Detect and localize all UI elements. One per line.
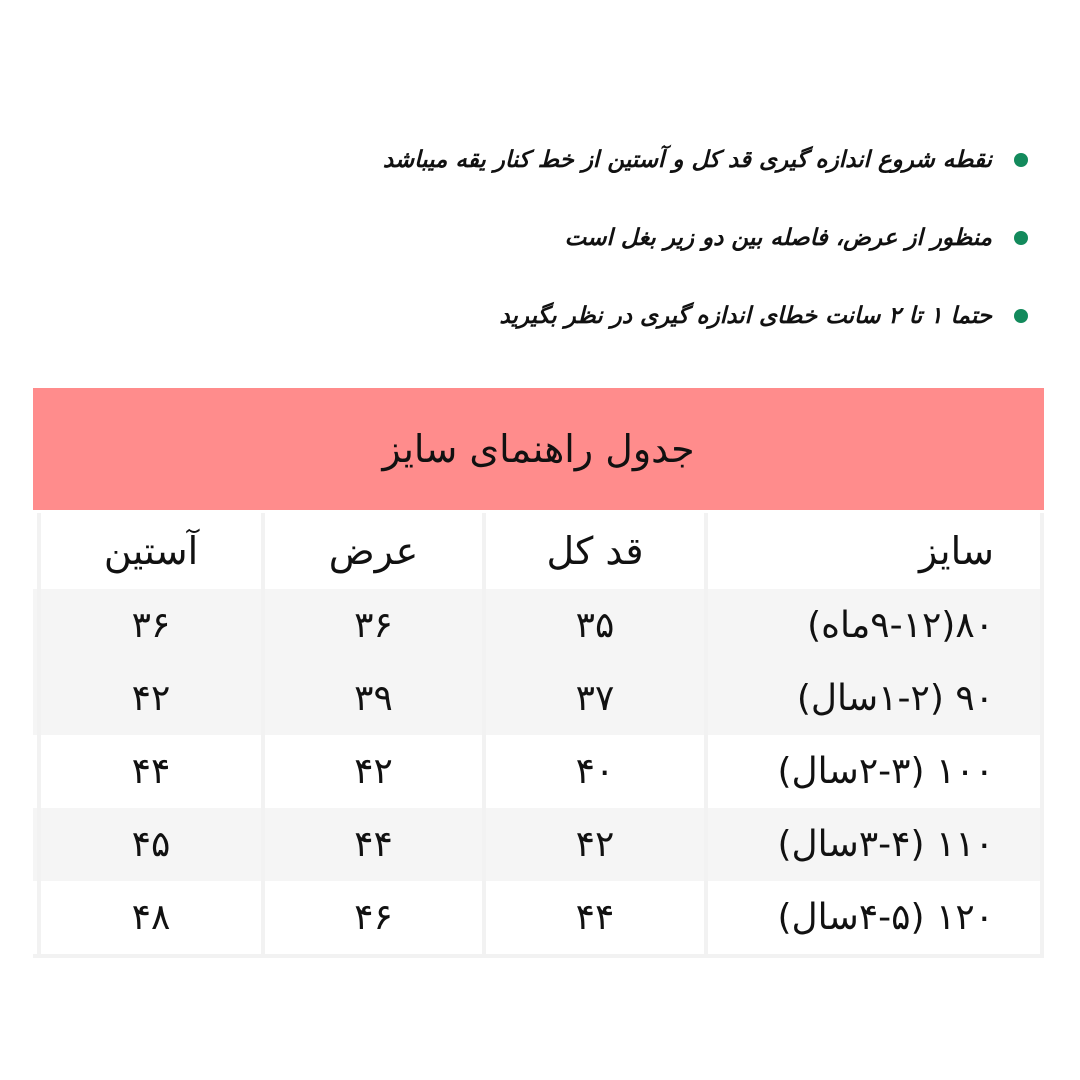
cell-width: ۳۹ (261, 662, 482, 735)
bullet-icon (1014, 231, 1028, 245)
table-header-row (33, 513, 1044, 589)
cell-sleeve: ۴۲ (37, 662, 261, 735)
note-text: نقطه شروع اندازه گیری قد کل و آستین از خط کنار یقه میباشد (382, 147, 992, 173)
cell-height: ۳۵ (482, 589, 704, 662)
bullet-icon (1014, 153, 1028, 167)
table-row (33, 735, 1044, 808)
cell-sleeve: ۳۶ (37, 589, 261, 662)
cell-size: ۱۱۰ (۳-۴سال) (704, 808, 1044, 881)
cell-height: ۳۷ (482, 662, 704, 735)
size-guide-table (33, 388, 1044, 958)
note-item (128, 296, 1028, 336)
note-text: منظور از عرض، فاصله بین دو زیر بغل است (564, 225, 992, 251)
cell-height: ۴۰ (482, 735, 704, 808)
cell-width: ۴۲ (261, 735, 482, 808)
column-header-width: عرض (261, 513, 482, 589)
cell-width: ۳۶ (261, 589, 482, 662)
cell-height: ۴۴ (482, 881, 704, 954)
cell-size: ۹۰ (۱-۲سال) (704, 662, 1044, 735)
column-header-size: سایز (704, 513, 1044, 589)
cell-size: ۱۰۰ (۲-۳سال) (704, 735, 1044, 808)
table-grid (33, 513, 1044, 958)
cell-sleeve: ۴۴ (37, 735, 261, 808)
cell-sleeve: ۴۵ (37, 808, 261, 881)
note-item (128, 218, 1028, 258)
bullet-icon (1014, 309, 1028, 323)
cell-height: ۴۲ (482, 808, 704, 881)
table-row (33, 589, 1044, 662)
column-header-sleeve: آستین (37, 513, 261, 589)
measurement-notes (128, 140, 1028, 374)
cell-size: ۱۲۰ (۴-۵سال) (704, 881, 1044, 954)
table-row (33, 881, 1044, 954)
cell-sleeve: ۴۸ (37, 881, 261, 954)
table-row (33, 808, 1044, 881)
column-header-height: قد کل (482, 513, 704, 589)
note-item (128, 140, 1028, 180)
cell-size: ۸۰(۹-۱۲ماه) (704, 589, 1044, 662)
note-text: حتما ۱ تا ۲ سانت خطای اندازه گیری در نظر بگیرید (499, 303, 992, 329)
table-row (33, 662, 1044, 735)
cell-width: ۴۴ (261, 808, 482, 881)
cell-width: ۴۶ (261, 881, 482, 954)
table-title: جدول راهنمای سایز (33, 388, 1044, 510)
